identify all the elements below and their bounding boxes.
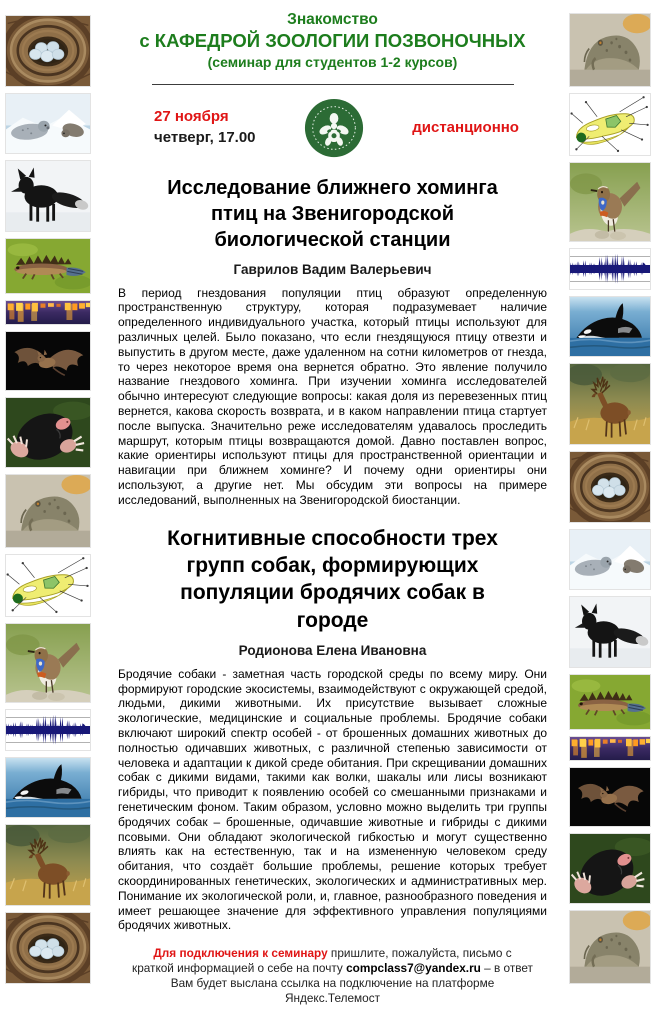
toad-icon <box>570 14 650 86</box>
dna-gel-electrophoresis-icon <box>570 737 650 760</box>
bird-nest-with-eggs-photo <box>6 16 90 86</box>
seals-on-ice-icon <box>6 94 90 153</box>
black-fox-icon <box>570 597 650 667</box>
sound-waveform-photo <box>6 710 90 750</box>
bird-morphometry-diagram-photo <box>6 555 90 616</box>
crested-newt-photo <box>6 239 90 293</box>
mole-photo <box>570 834 650 903</box>
toad-icon <box>6 475 90 547</box>
talk2-title: Когнитивные способности трех групп собак, формирующих популяции бродячих собак в городе <box>167 526 498 632</box>
seals-on-ice-photo <box>570 530 650 589</box>
connection-instructions <box>132 946 534 1006</box>
poster-body <box>118 10 547 1006</box>
talk2-speaker: Родионова Елена Ивановна <box>238 642 427 658</box>
mole-icon <box>6 398 90 467</box>
sound-waveform-icon <box>570 249 650 289</box>
crested-newt-icon <box>570 675 650 729</box>
crested-newt-photo <box>570 675 650 729</box>
bluethroat-bird-icon <box>570 163 650 241</box>
talk1-abstract: В период гнездования популяции птиц образуют определенную пространственную структуру, которая подразумевает наличие определенного индивидуального участка, который птицы используют для различных целей. Было показано, что если гнездящуюся птицу отвезти и выпустить в другом месте, даже удаленном на сотни километров от гнезда, то через некоторое время она вернется обратно. Это явление получило название гнездового хоминга. При изучении хоминга исследователей обычно интересуют следующие вопросы: какая доля из перевезенных птиц вернется, какова скорость возврата, и в каком направлении птица стартует после выпуска. Значительно реже исследователям удавалось проследить маршрут, которым птицы возвращаются домой. Давно поставлен вопрос, какие ориентиры используют птицы для пространственной ориентации и навигации при ближнем хоминге? И почему одни ориентиры они используют, а другие нет. Мы обсудим эти вопросы на примере исследований, выполненных на Звенигородской биостанции. <box>118 285 547 507</box>
left-photo-strip <box>6 16 90 983</box>
toad-icon <box>570 911 650 983</box>
right-photo-strip <box>570 14 650 983</box>
bird-morphometry-diagram-icon <box>6 555 90 616</box>
black-fox-icon <box>6 161 90 231</box>
bird-nest-with-eggs-icon <box>570 452 650 522</box>
mole-photo <box>6 398 90 467</box>
orca-photo <box>6 758 90 817</box>
flying-bat-photo <box>570 768 650 826</box>
talk1-speaker: Гаврилов Вадим Валерьевич <box>233 261 432 277</box>
bird-nest-with-eggs-icon <box>6 16 90 86</box>
dna-gel-electrophoresis-photo <box>6 301 90 324</box>
bird-morphometry-diagram-photo <box>570 94 650 155</box>
orca-photo <box>570 297 650 356</box>
poster-header-line1: Знакомство <box>287 11 378 28</box>
black-fox-photo <box>6 161 90 231</box>
toad-photo <box>570 14 650 86</box>
sound-waveform-photo <box>570 249 650 289</box>
seals-on-ice-icon <box>570 530 650 589</box>
bird-nest-with-eggs-photo <box>570 452 650 522</box>
bird-nest-with-eggs-photo <box>6 913 90 983</box>
talk1-title: Исследование ближнего хоминга птиц на Звенигородской биологической станции <box>167 176 498 251</box>
flying-bat-icon <box>570 768 650 826</box>
flying-bat-icon <box>6 332 90 390</box>
seals-on-ice-photo <box>6 94 90 153</box>
footer-text-2: – в ответ Вам будет выслана ссылка на подключение на платформе Яндекс.Телемост <box>170 961 533 1006</box>
orca-icon <box>570 297 650 356</box>
poster-header-line2: с КАФЕДРОЙ ЗООЛОГИИ ПОЗВОНОЧНЫХ <box>139 30 526 52</box>
crested-newt-icon <box>6 239 90 293</box>
orca-icon <box>6 758 90 817</box>
vertebrate-zoology-department-logo-icon <box>303 97 365 159</box>
dna-gel-electrophoresis-photo <box>570 737 650 760</box>
header-divider <box>152 84 514 85</box>
seminar-info-row <box>118 96 547 160</box>
talk2-abstract: Бродячие собаки - заметная часть городской среды по всему миру. Они формируют городские экосистемы, взаимодействуют с окружающей средой, людьми, дикими животными. Их присутствие вызывает сложные экологические, медицинские и социальные проблемы. Бродячие собаки включают широкий спектр особей - от брошенных домашних животных до полностью одичавших животных, с различной степенью зависимости от человека и адаптации к дикой среде обитания. При скрещивании домашних собак с дикими видами, такими как волки, шакалы или лисы возникают гибриды, что приводит к появлению особей со смешанными признаками и генетическим фоном. Таким образом, условно можно выделить три группы бродячих собак – брошенные, одичавшие животные и гибриды с дикими псовыми. Они обладают экологической гибкостью и могут существенно влиять как на естественную, так и на измененную человеком среду обитания, что создаёт большие проблемы, решение которых требует скоординированных генетических, экологических и административных мер. Понимание их экологической роли, и, главное, разнообразного поведения и имеет решающее значение для эффективного управления популяциями бродячих животных. <box>118 666 547 933</box>
red-deer-icon <box>6 825 90 905</box>
poster-header-line3: (семинар для студентов 1-2 курсов) <box>207 53 458 70</box>
toad-photo <box>6 475 90 547</box>
bluethroat-bird-photo <box>6 624 90 702</box>
dna-gel-electrophoresis-icon <box>6 301 90 324</box>
red-deer-photo <box>570 364 650 444</box>
bird-morphometry-diagram-icon <box>570 94 650 155</box>
seminar-email: compclass7@yandex.ru <box>346 961 481 976</box>
seminar-day-time: четверг, 17.00 <box>154 128 256 146</box>
seminar-mode-remote: дистанционно <box>412 119 519 137</box>
footer-text-1: пришлите, пожалуйста, письмо с краткой информацией о себе на почту <box>132 946 512 976</box>
sound-waveform-icon <box>6 710 90 750</box>
seminar-date: 27 ноября <box>154 108 229 126</box>
bird-nest-with-eggs-icon <box>6 913 90 983</box>
black-fox-photo <box>570 597 650 667</box>
footer-lead: Для подключения к семинару <box>153 946 328 961</box>
mole-icon <box>570 834 650 903</box>
toad-photo <box>570 911 650 983</box>
red-deer-icon <box>570 364 650 444</box>
red-deer-photo <box>6 825 90 905</box>
flying-bat-photo <box>6 332 90 390</box>
date-block <box>154 107 256 148</box>
bluethroat-bird-icon <box>6 624 90 702</box>
bluethroat-bird-photo <box>570 163 650 241</box>
